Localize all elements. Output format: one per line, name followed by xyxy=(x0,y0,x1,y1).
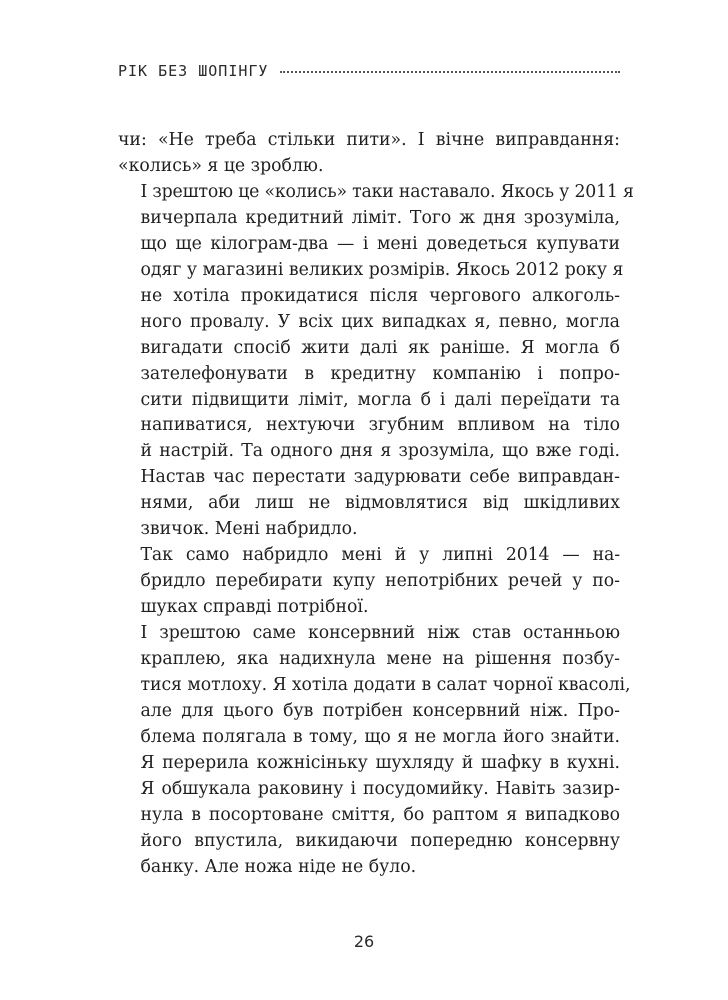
text-line: «колись» я це зроблю. xyxy=(118,155,324,176)
text-line: вигадати спосіб жити далі як раніше. Я могла б xyxy=(140,337,620,358)
page-number: 26 xyxy=(353,932,375,951)
text-line: звичок. Мені набридло. xyxy=(140,519,358,540)
running-title: РІК БЕЗ ШОПІНГУ xyxy=(118,62,269,80)
text-line: вичерпала кредитний ліміт. Того ж дня зрозуміла, xyxy=(140,207,620,228)
text-line: Я перерила кожнісіньку шухляду й шафку в кухні. xyxy=(140,752,620,773)
text-line: нями, аби лиш не відмовлятися від шкідливих xyxy=(140,493,620,514)
text-line: Я обшукала раковину і посудомийку. Навіть зазир- xyxy=(140,778,620,799)
text-line: чи: «Не треба стільки пити». І вічне виправдання: xyxy=(118,130,620,150)
text-line: тися мотлоху. Я хотіла додати в салат чорної квасолі, xyxy=(140,675,631,696)
text-line: напиватися, нехтуючи згубним впливом на тіло xyxy=(140,415,620,436)
text-line: одяг у магазині великих розмірів. Якось 2012 року я xyxy=(140,259,624,280)
paragraph xyxy=(118,128,620,180)
text-line: ного провалу. У всіх цих випадках я, певно, могла xyxy=(140,311,620,332)
text-line: нула в посортоване сміття, бо раптом я випадково xyxy=(140,804,620,825)
text-line: не хотіла прокидатися після чергового алкоголь- xyxy=(140,285,620,306)
text-line: шуках справді потрібної. xyxy=(140,597,369,618)
text-line: його впустила, викидаючи попередню консервну xyxy=(140,830,620,851)
text-line: І зрештою це «колись» таки наставало. Якось у 2011 я xyxy=(140,181,634,202)
paragraph xyxy=(118,543,620,621)
text-line: й настрій. Та одного дня я зрозуміла, що вже годі. xyxy=(140,441,620,462)
paragraph xyxy=(118,180,634,543)
text-line: але для цього був потрібен консервний ніж. Про- xyxy=(140,700,620,721)
text-line: сити підвищити ліміт, могла б і далі переїдати та xyxy=(140,389,620,410)
paragraph xyxy=(118,621,631,881)
dotted-rule xyxy=(280,71,620,73)
text-line: блема полягала в тому, що я не могла його знайти. xyxy=(140,726,620,747)
text-line: краплею, яка надихнула мене на рішення позбу- xyxy=(140,649,620,670)
running-header xyxy=(118,62,620,80)
text-line: банку. Але ножа ніде не було. xyxy=(140,856,417,877)
text-line: Настав час перестати задурювати себе виправдан- xyxy=(140,467,620,488)
text-line: бридло перебирати купу непотрібних речей у по- xyxy=(140,571,620,592)
text-line: Так само набридло мені й у липні 2014 — на- xyxy=(140,545,620,566)
text-line: що ще кілограм-два — і мені доведеться купувати xyxy=(140,233,620,254)
body-text xyxy=(118,128,634,881)
text-line: І зрештою саме консервний ніж став останньою xyxy=(140,623,620,644)
text-line: зателефонувати в кредитну компанію і попро- xyxy=(140,363,620,384)
